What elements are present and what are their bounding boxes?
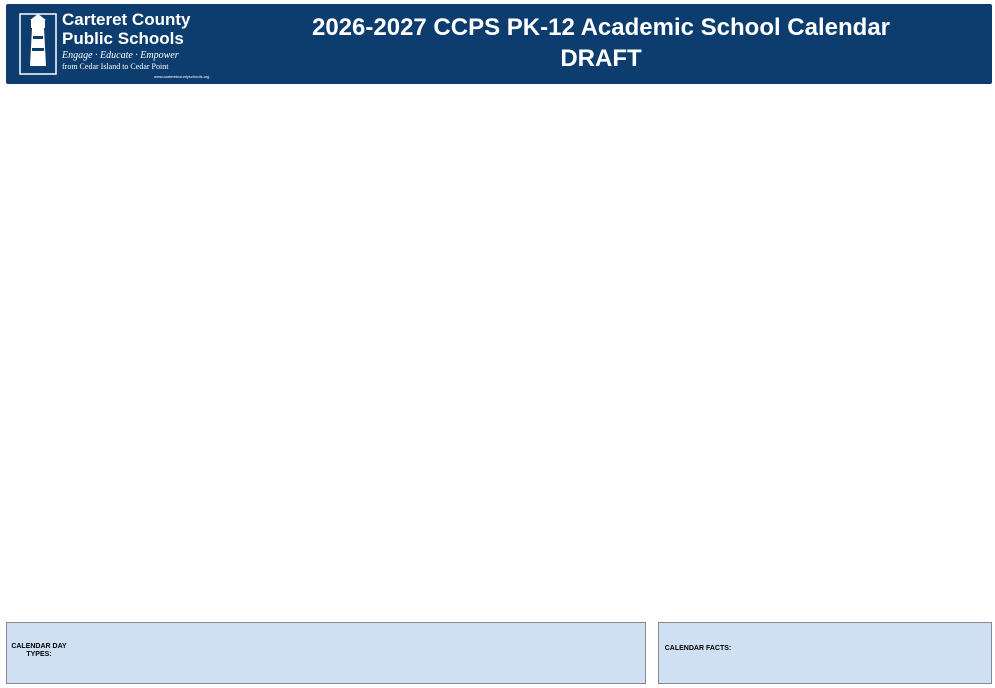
logo-line1: Carteret County xyxy=(62,10,191,29)
logo-tagline: Engage · Educate · Empower xyxy=(62,50,179,61)
page-title xyxy=(216,12,986,74)
logo-subtitle: from Cedar Island to Cedar Point xyxy=(62,62,169,71)
logo-line2: Public Schools xyxy=(62,29,184,48)
legend-panel xyxy=(6,622,646,684)
calendar-facts-panel xyxy=(658,622,992,684)
logo-url: www.carteretcountyschools.org xyxy=(154,74,210,79)
legend-title: CALENDAR DAY TYPES: xyxy=(11,643,67,658)
district-logo xyxy=(14,8,214,82)
title-line1: 2026-2027 CCPS PK-12 Academic School Calendar xyxy=(311,14,891,41)
facts-title: CALENDAR FACTS: xyxy=(664,645,732,652)
title-line2: DRAFT xyxy=(560,45,642,72)
header-banner xyxy=(6,4,992,84)
lighthouse-icon xyxy=(16,10,60,78)
